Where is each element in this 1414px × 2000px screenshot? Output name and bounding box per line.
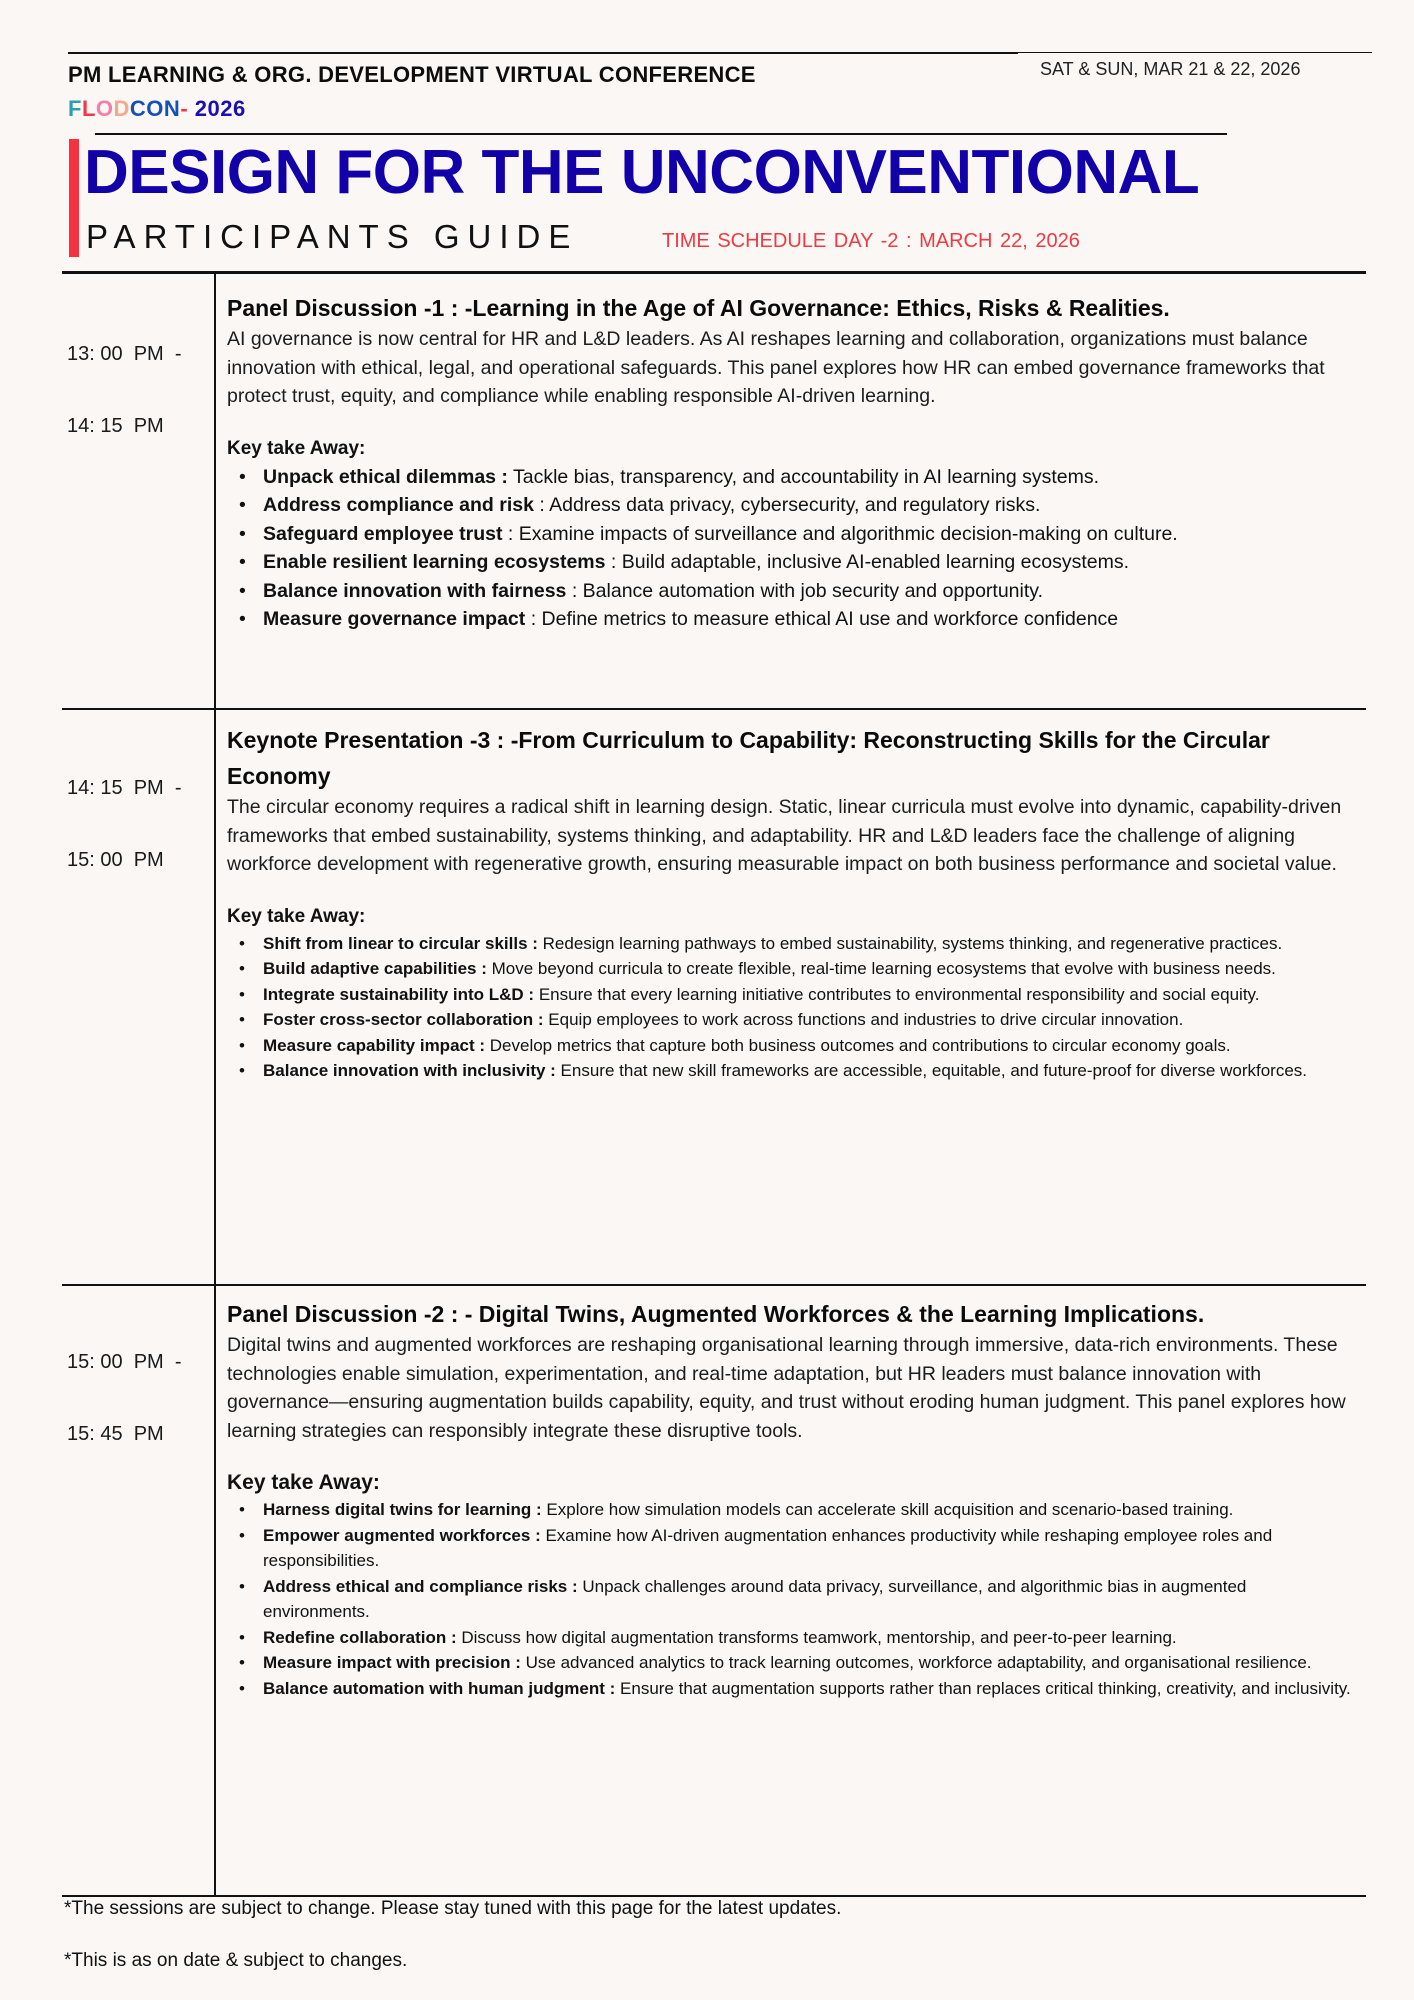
takeaway-item xyxy=(263,1574,1352,1625)
brand-letter: D xyxy=(113,96,130,121)
takeaway-label: Empower augmented workforces : xyxy=(263,1525,541,1545)
takeaway-label: Unpack ethical dilemmas : xyxy=(263,465,508,488)
session-block xyxy=(227,1296,1352,1701)
takeaway-label: Enable resilient learning ecosystems xyxy=(263,551,606,573)
session-block xyxy=(227,722,1352,1084)
guide-title: PARTICIPANTS GUIDE xyxy=(86,218,579,255)
takeaway-item xyxy=(263,1676,1352,1702)
session-title: Panel Discussion -1 : -Learning in the Age of AI Governance: Ethics, Risks & Realities. xyxy=(227,295,1170,321)
takeaway-list xyxy=(227,1497,1352,1701)
takeaway-text: : Build adaptable, inclusive AI-enabled learning ecosystems. xyxy=(605,551,1130,573)
session-time-start: 13: 00 PM - xyxy=(67,343,182,365)
takeaway-text: Tackle bias, transparency, and accountability in AI learning systems. xyxy=(507,465,1100,488)
session-time xyxy=(67,294,182,462)
header-top-rule xyxy=(68,52,1018,54)
session-time xyxy=(67,1302,182,1470)
schedule-table-top-rule xyxy=(62,271,1366,274)
takeaway-label: Foster cross-sector collaboration : xyxy=(263,1010,544,1029)
takeaway-text: Discuss how digital augmentation transforms teamwork, mentorship, and peer-to-peer learning. xyxy=(456,1627,1177,1647)
takeaway-text: Redesign learning pathways to embed sustainability, systems thinking, and regenerative practices. xyxy=(537,933,1283,953)
schedule-row-divider xyxy=(62,708,1366,710)
takeaway-list xyxy=(227,463,1352,634)
takeaway-text: : Balance automation with job security and opportunity. xyxy=(566,579,1043,602)
session-description: Digital twins and augmented workforces are reshaping organisational learning through immersive, data-rich environments. These technologies enable simulation, experimentation, and real-time adaptation, but HR leaders must balance innovation with governance—ensuring augmentation builds capability, equity, and trust without eroding human judgment. This panel explores how learning strategies can responsibly integrate these disruptive tools. xyxy=(227,1334,1346,1442)
takeaway-item xyxy=(263,577,1352,606)
schedule-row-divider xyxy=(62,1284,1366,1286)
takeaway-label: Shift from linear to circular skills : xyxy=(263,933,538,953)
brand-letter: - xyxy=(180,96,195,121)
takeaway-item xyxy=(263,1058,1352,1084)
key-takeaway-heading: Key take Away: xyxy=(227,1471,380,1494)
session-time-end: 15: 45 PM xyxy=(67,1423,164,1445)
takeaway-text: Ensure that every learning initiative contributes to environmental responsibility and social equity. xyxy=(534,984,1260,1004)
takeaway-label: Balance innovation with fairness xyxy=(263,579,567,602)
takeaway-item xyxy=(263,548,1352,577)
takeaway-text: Examine how AI-driven augmentation enhances productivity while reshaping employee roles and responsibilities. xyxy=(263,1525,1273,1570)
takeaway-label: Address compliance and risk xyxy=(263,494,534,516)
session-block xyxy=(227,290,1352,634)
conference-title: PM LEARNING & ORG. DEVELOPMENT VIRTUAL CONFERENCE xyxy=(68,62,756,87)
takeaway-item xyxy=(263,1650,1352,1676)
brand-letter: F xyxy=(68,96,82,121)
session-time-start: 14: 15 PM - xyxy=(67,777,182,799)
takeaway-list xyxy=(227,931,1352,1084)
key-takeaway-heading: Key take Away: xyxy=(227,437,366,459)
takeaway-text: Use advanced analytics to track learning outcomes, workforce adaptability, and organisational resilience. xyxy=(520,1653,1312,1672)
schedule-table-bottom-rule xyxy=(62,1895,1366,1897)
takeaway-text: : Examine impacts of surveillance and algorithmic decision-making on culture. xyxy=(502,522,1178,545)
key-takeaway-heading: Key take Away: xyxy=(227,905,366,927)
takeaway-label: Address ethical and compliance risks : xyxy=(263,1576,578,1596)
brand-letter: L xyxy=(81,96,96,121)
schedule-day-label: TIME SCHEDULE DAY -2 : MARCH 22, 2026 xyxy=(662,230,1080,252)
takeaway-item xyxy=(263,605,1352,634)
takeaway-label: Integrate sustainability into L&D : xyxy=(263,984,535,1004)
takeaway-label: Measure capability impact : xyxy=(263,1035,486,1055)
takeaway-item xyxy=(263,520,1352,549)
takeaway-text: Move beyond curricula to create flexible, real-time learning ecosystems that evolve with business needs. xyxy=(486,959,1276,978)
session-time-end: 14: 15 PM xyxy=(67,415,164,437)
session-description: AI governance is now central for HR and L&D leaders. As AI reshapes learning and collaboration, organizations must balance innovation with ethical, legal, and operational safeguards. This panel explores how HR can embed governance frameworks that protect trust, equity, and compliance while enabling responsible AI-driven learning. xyxy=(227,328,1325,407)
takeaway-text: : Define metrics to measure ethical AI use and workforce confidence xyxy=(525,608,1119,630)
header-top-rule-right xyxy=(1018,52,1372,53)
takeaway-item xyxy=(263,1523,1352,1574)
takeaway-label: Balance automation with human judgment : xyxy=(263,1678,616,1698)
takeaway-label: Build adaptive capabilities : xyxy=(263,959,487,978)
takeaway-text: Ensure that new skill frameworks are accessible, equitable, and future-proof for diverse workforces. xyxy=(555,1061,1307,1080)
takeaway-item xyxy=(263,982,1352,1008)
session-time-start: 15: 00 PM - xyxy=(67,1351,182,1373)
session-description: The circular economy requires a radical shift in learning design. Static, linear curricula must evolve into dynamic, capability-driven frameworks that embed sustainability, systems thinking, and adaptability. HR and L&D leaders face the challenge of aligning workforce development with regenerative growth, ensuring measurable impact on both business performance and societal value. xyxy=(227,796,1342,875)
footer-note-sessions: *The sessions are subject to change. Please stay tuned with this page for the latest updates. xyxy=(64,1898,842,1919)
session-title: Panel Discussion -2 : - Digital Twins, Augmented Workforces & the Learning Implications. xyxy=(227,1301,1205,1327)
brand-letter: 2026 xyxy=(194,96,246,121)
takeaway-item xyxy=(263,931,1352,957)
takeaway-text: Unpack challenges around data privacy, surveillance, and algorithmic bias in augmented environments. xyxy=(263,1576,1247,1621)
takeaway-text: : Address data privacy, cybersecurity, and regulatory risks. xyxy=(533,494,1041,516)
takeaway-item xyxy=(263,491,1352,520)
takeaway-label: Measure governance impact xyxy=(263,608,526,630)
session-time-end: 15: 00 PM xyxy=(67,849,164,871)
takeaway-text: Ensure that augmentation supports rather than replaces critical thinking, creativity, and inclusivity. xyxy=(615,1678,1351,1698)
takeaway-label: Measure impact with precision : xyxy=(263,1653,521,1672)
takeaway-label: Harness digital twins for learning : xyxy=(263,1500,542,1519)
takeaway-text: Equip employees to work across functions and industries to drive circular innovation. xyxy=(543,1010,1184,1029)
takeaway-text: Develop metrics that capture both business outcomes and contributions to circular economy goals. xyxy=(485,1035,1231,1055)
takeaway-item xyxy=(263,1007,1352,1033)
takeaway-label: Safeguard employee trust xyxy=(263,522,503,545)
takeaway-text: Explore how simulation models can accelerate skill acquisition and scenario-based training. xyxy=(541,1500,1234,1519)
takeaway-item xyxy=(263,1033,1352,1059)
takeaway-label: Redefine collaboration : xyxy=(263,1627,457,1647)
accent-bar xyxy=(69,139,79,257)
brand-letter: CON xyxy=(129,96,181,121)
takeaway-item xyxy=(263,956,1352,982)
header-mid-rule xyxy=(95,133,1227,135)
takeaway-item xyxy=(263,1497,1352,1523)
brand-letter: O xyxy=(95,96,114,121)
session-time xyxy=(67,728,182,896)
schedule-column-divider xyxy=(214,273,216,1897)
takeaway-item xyxy=(263,1625,1352,1651)
footer-note-date: *This is as on date & subject to changes. xyxy=(64,1950,408,1971)
takeaway-label: Balance innovation with inclusivity : xyxy=(263,1061,556,1080)
conference-dates: SAT & SUN, MAR 21 & 22, 2026 xyxy=(1040,59,1301,79)
main-title: DESIGN FOR THE UNCONVENTIONAL xyxy=(84,138,1200,207)
session-title: Keynote Presentation -3 : -From Curriculum to Capability: Reconstructing Skills for the Circular Economy xyxy=(227,727,1270,789)
takeaway-item xyxy=(263,463,1352,492)
brand-logo-text xyxy=(68,96,246,122)
